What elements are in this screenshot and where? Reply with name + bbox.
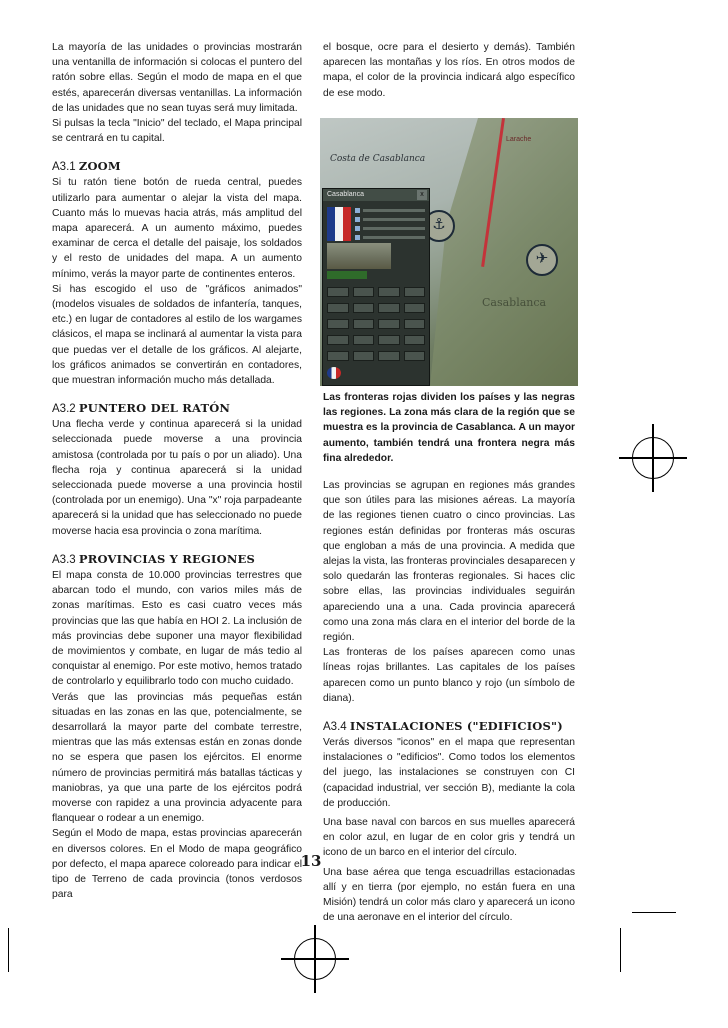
crop-mark	[8, 928, 9, 972]
borders-paragraph: Las fronteras de los países aparecen como unas líneas rojas brillantes. Las capitales de los países aparecen como un punto blanco y rojo (un símbolo de diana).	[323, 647, 575, 704]
panel-title: Casablanca	[327, 191, 364, 198]
province-stats	[355, 207, 425, 243]
crop-mark	[620, 928, 621, 972]
section-number: A3.1	[52, 161, 76, 174]
province-info-panel	[322, 188, 430, 386]
borders-paragraph: Las provincias se agrupan en regiones más grandes que son útiles para las misiones aéreas. La mayoría de las regiones tienen cuatro o cinco provincias. Las regiones están definidas por fronteras más oscuras que engloban a más de una provincia. A medida que alejas la vista, las fronteras provinciales desaparecen y solo quedarán las fronteras regionales. Si haces clic sobre ellas, las provincias individuales seguirán apareciendo una a una. Cada provincia aparecerá como una zona más clara en el interior del borde de la región.	[323, 480, 575, 644]
section-heading-mouse	[52, 400, 302, 417]
map-region-label: Larache	[506, 136, 532, 143]
section-number: A3.4	[323, 721, 347, 734]
close-icon[interactable]: x	[417, 190, 427, 200]
map-screenshot	[320, 118, 578, 386]
section-number: A3.2	[52, 403, 76, 416]
section-number: A3.3	[52, 553, 76, 566]
panel-header	[323, 189, 429, 201]
left-column	[52, 40, 302, 902]
installations-paragraph: Una base naval con barcos en sus muelles aparecerá en color azul, en lugar de en color gris y tendrá un icono de un barco en el interior del círculo.	[323, 817, 575, 859]
country-flag-icon	[327, 367, 341, 379]
provinces-paragraph: Verás que las provincias más pequeñas están situadas en las zonas en las que, potencialmente, se desarrollará la mayor parte del combate terrestre, mientras que las más extensas están en zonas donde no se espera que pasen los ejércitos. El enorme número de provincias permitirá más batallas tácticas y maniobras, ya que una parte de los ejércitos podrá moverse con rapidez a una provincia adyacente para flanquear o rodear a un enemigo.	[52, 691, 302, 825]
section-title: INSTALACIONES ("EDIFICIOS")	[349, 719, 563, 734]
installations-paragraph: Una base aérea que tenga escuadrillas estacionadas allí y en tierra (por ejemplo, no están fuera en una Misión) tendrá un color más claro y aparecerá un icono de una aeronave en el interior del círculo.	[323, 866, 575, 924]
panel-icon-row	[327, 335, 425, 345]
figure-caption: Las fronteras rojas dividen los países y las negras las regiones. La zona más clara de la región que se muestra es la provincia de Casablanca. A un mayor aumento, también tendrá una frontera negra más fina alrededor.	[323, 392, 575, 464]
zoom-paragraph: Si has escogido el uso de "gráficos animados" (modelos visuales de soldados de infantería, tanques, etc.) en lugar de contadores al estilo de los wargames clásicos, el mapa se inclinará al aumentar la vista para que puedas ver el detalle de los gráficos. Al alejarte, los gráficos animados se convertirán en contadores, que muestran información mucho más detallada.	[52, 283, 302, 387]
intro-paragraph: La mayoría de las unidades o provincias mostrarán una ventanilla de información si colocas el puntero del ratón sobre ellas. Según el modo de mapa en el que estés, aparecerán diversas ventanillas. La información de las unidades que no sean tuyas será muy limitada.	[52, 42, 302, 114]
provinces-paragraph: Según el Modo de mapa, estas provincias aparecerán en diversos colores. En el Modo de mapa geográfico por defecto, el mapa aparece coloreado para indicar el tipo de Terreno de cada provincia (tonos verdosos para	[52, 828, 302, 901]
mouse-paragraph: Una flecha verde y continua aparecerá si la unidad seleccionada puede moverse a una provincia amistosa (controlada por tu país o por un aliado). Una flecha roja y continua aparecerá si la unidad seleccionada puede moverse a una provincia hostil (controlada por un enemigo). Una "x" roja parpadeante aparecerá si la unidad que has seleccionado no puede moverse hacia esa provincia o zona marítima.	[52, 419, 303, 537]
section-title: PUNTERO DEL RATÓN	[78, 401, 231, 416]
intro-paragraph: el bosque, ocre para el desierto y demás). También aparecen las montañas y los ríos. En otros modos de mapa, el color de la provincia indicará algo específico de ese modo.	[323, 42, 575, 99]
map-sea-label: Costa de Casablanca	[330, 154, 426, 164]
air-base-icon: ✈	[526, 244, 558, 276]
map-city-label: Casablanca	[482, 296, 547, 309]
installations-paragraph: Verás diversos "iconos" en el mapa que representan instalaciones o "edificios". Como todos los elementos del juego, las instalaciones se construyen con CI (capacidad industrial, ver sección B), mediante la cola de producción.	[323, 737, 575, 809]
zoom-paragraph: Si tu ratón tiene botón de rueda central, puedes utilizarlo para aumentar o alejar la vista del mapa. Cuanto más lo muevas hacia atrás, más amplitud del mapa aparecerá. A un aumento máximo, puedes examinar de cerca el detalle del paisaje, los soldados y el resto de unidades del mapa. A un aumento mínimo, verás la mayor parte de continentes enteros.	[52, 177, 302, 280]
section-title: PROVINCIAS Y REGIONES	[78, 551, 256, 566]
registration-mark	[294, 938, 336, 980]
page-number: 13	[300, 852, 322, 870]
provinces-paragraph: El mapa consta de 10.000 provincias terrestres que abarcan todo el mundo, con varios miles más de zonas marítimas. Esto es casi cuatro veces más provincias que las que había en HOI 2. La inclusión de más provincias debe suponer una mayor flexibilidad de movimientos y combate, en lugar de más tedio al conquistar al enemigo. Por este motivo, hemos tratado de controlarlo y equilibrarlo todo con mucho cuidado.	[52, 569, 302, 688]
crop-mark	[632, 912, 676, 913]
panel-icon-row	[327, 319, 425, 329]
supply-bar	[327, 271, 367, 279]
intro-paragraph: Si pulsas la tecla "Inicio" del teclado, el Mapa principal se centrará en tu capital.	[52, 118, 302, 145]
terrain-image	[327, 243, 391, 269]
section-heading-provinces	[52, 551, 302, 568]
registration-mark	[632, 437, 674, 479]
right-column	[323, 40, 575, 101]
panel-icon-row	[327, 303, 425, 313]
panel-icon-row	[327, 287, 425, 297]
naval-base-icon: ⚓	[423, 210, 455, 242]
right-column-lower	[323, 390, 575, 926]
panel-icon-row	[327, 351, 425, 361]
section-title: ZOOM	[78, 159, 121, 174]
section-heading-zoom	[52, 158, 302, 175]
section-heading-installations	[323, 718, 575, 735]
flag-icon	[327, 207, 351, 241]
